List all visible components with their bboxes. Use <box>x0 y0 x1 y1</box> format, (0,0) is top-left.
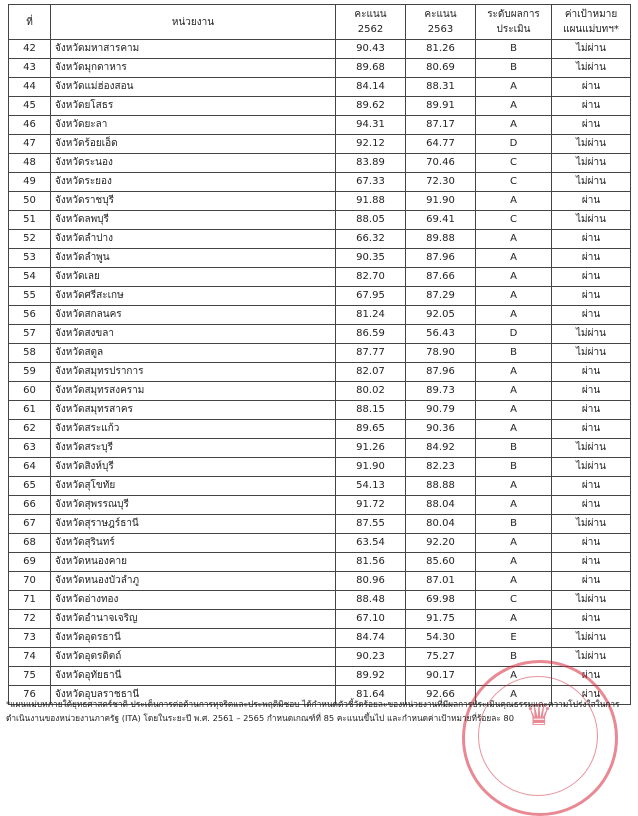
table-row <box>9 401 631 420</box>
agency-name: จังหวัดสุราษฎร์ธานี <box>51 515 336 534</box>
header-no: ที่ <box>9 5 51 40</box>
agency-name: จังหวัดสุพรรณบุรี <box>51 496 336 515</box>
assessment-level: A <box>476 572 552 591</box>
score-2563: 87.01 <box>406 572 476 591</box>
assessment-level: A <box>476 610 552 629</box>
target-result: ผ่าน <box>552 97 631 116</box>
score-2562: 66.32 <box>336 230 406 249</box>
header-agency: หน่วยงาน <box>51 5 336 40</box>
score-2563: 64.77 <box>406 135 476 154</box>
assessment-level: A <box>476 686 552 705</box>
agency-name: จังหวัดร้อยเอ็ด <box>51 135 336 154</box>
row-number: 42 <box>9 40 51 59</box>
score-2562: 87.55 <box>336 515 406 534</box>
target-result: ไม่ผ่าน <box>552 211 631 230</box>
target-result: ผ่าน <box>552 116 631 135</box>
score-2563: 82.23 <box>406 458 476 477</box>
target-result: ผ่าน <box>552 268 631 287</box>
assessment-level: A <box>476 496 552 515</box>
score-2562: 83.89 <box>336 154 406 173</box>
score-2562: 89.68 <box>336 59 406 78</box>
assessment-level: C <box>476 154 552 173</box>
target-result: ผ่าน <box>552 572 631 591</box>
score-2563: 92.20 <box>406 534 476 553</box>
table-row <box>9 192 631 211</box>
agency-name: จังหวัดสงขลา <box>51 325 336 344</box>
score-2563: 90.79 <box>406 401 476 420</box>
table-row <box>9 78 631 97</box>
score-2563: 69.41 <box>406 211 476 230</box>
table-row <box>9 420 631 439</box>
table-row <box>9 97 631 116</box>
assessment-level: A <box>476 116 552 135</box>
score-2563: 89.88 <box>406 230 476 249</box>
assessment-level: A <box>476 192 552 211</box>
agency-name: จังหวัดอุบลราชธานี <box>51 686 336 705</box>
agency-name: จังหวัดมุกดาหาร <box>51 59 336 78</box>
score-2563: 90.17 <box>406 667 476 686</box>
score-2563: 80.69 <box>406 59 476 78</box>
agency-name: จังหวัดอำนาจเจริญ <box>51 610 336 629</box>
assessment-level: A <box>476 97 552 116</box>
assessment-level: D <box>476 325 552 344</box>
agency-name: จังหวัดสมุทรปราการ <box>51 363 336 382</box>
target-result: ไม่ผ่าน <box>552 515 631 534</box>
target-result: ไม่ผ่าน <box>552 154 631 173</box>
score-2563: 75.27 <box>406 648 476 667</box>
score-2562: 67.33 <box>336 173 406 192</box>
score-2563: 78.90 <box>406 344 476 363</box>
assessment-level: B <box>476 59 552 78</box>
agency-name: จังหวัดระยอง <box>51 173 336 192</box>
score-2563: 90.36 <box>406 420 476 439</box>
score-2562: 82.07 <box>336 363 406 382</box>
score-2563: 87.29 <box>406 287 476 306</box>
target-result: ไม่ผ่าน <box>552 173 631 192</box>
target-result: ผ่าน <box>552 230 631 249</box>
target-result: ผ่าน <box>552 78 631 97</box>
row-number: 76 <box>9 686 51 705</box>
agency-name: จังหวัดมหาสารคาม <box>51 40 336 59</box>
table-row <box>9 344 631 363</box>
score-2562: 80.96 <box>336 572 406 591</box>
agency-name: จังหวัดอุตรดิตถ์ <box>51 648 336 667</box>
row-number: 43 <box>9 59 51 78</box>
agency-name: จังหวัดลพบุรี <box>51 211 336 230</box>
target-result: ผ่าน <box>552 420 631 439</box>
target-result: ผ่าน <box>552 667 631 686</box>
target-result: ผ่าน <box>552 192 631 211</box>
header-score-2562: คะแนน 2562 <box>336 5 406 40</box>
agency-name: จังหวัดเลย <box>51 268 336 287</box>
target-result: ไม่ผ่าน <box>552 59 631 78</box>
assessment-level: A <box>476 306 552 325</box>
agency-name: จังหวัดอ่างทอง <box>51 591 336 610</box>
table-row <box>9 135 631 154</box>
target-result: ไม่ผ่าน <box>552 648 631 667</box>
target-result: ผ่าน <box>552 306 631 325</box>
assessment-level: C <box>476 211 552 230</box>
score-2562: 82.70 <box>336 268 406 287</box>
score-2562: 91.26 <box>336 439 406 458</box>
table-row <box>9 515 631 534</box>
row-number: 69 <box>9 553 51 572</box>
score-2562: 91.72 <box>336 496 406 515</box>
agency-name: จังหวัดสระแก้ว <box>51 420 336 439</box>
score-2562: 89.92 <box>336 667 406 686</box>
assessment-level: A <box>476 382 552 401</box>
score-2562: 90.23 <box>336 648 406 667</box>
agency-name: จังหวัดยโสธร <box>51 97 336 116</box>
score-2562: 54.13 <box>336 477 406 496</box>
assessment-level: B <box>476 648 552 667</box>
row-number: 54 <box>9 268 51 287</box>
row-number: 68 <box>9 534 51 553</box>
assessment-level: A <box>476 420 552 439</box>
target-result: ผ่าน <box>552 610 631 629</box>
table-row <box>9 363 631 382</box>
score-2563: 91.90 <box>406 192 476 211</box>
row-number: 47 <box>9 135 51 154</box>
score-2563: 88.88 <box>406 477 476 496</box>
score-2563: 91.75 <box>406 610 476 629</box>
assessment-level: A <box>476 401 552 420</box>
score-2562: 81.64 <box>336 686 406 705</box>
row-number: 58 <box>9 344 51 363</box>
table-row <box>9 249 631 268</box>
score-2562: 81.56 <box>336 553 406 572</box>
assessment-level: A <box>476 667 552 686</box>
score-2562: 67.10 <box>336 610 406 629</box>
row-number: 56 <box>9 306 51 325</box>
assessment-level: D <box>476 135 552 154</box>
assessment-level: C <box>476 591 552 610</box>
target-result: ผ่าน <box>552 249 631 268</box>
score-2562: 81.24 <box>336 306 406 325</box>
score-2562: 88.48 <box>336 591 406 610</box>
assessment-level: A <box>476 78 552 97</box>
assessment-level: A <box>476 363 552 382</box>
table-row <box>9 211 631 230</box>
agency-name: จังหวัดลำปาง <box>51 230 336 249</box>
target-result: ผ่าน <box>552 477 631 496</box>
target-result: ไม่ผ่าน <box>552 458 631 477</box>
score-2563: 92.66 <box>406 686 476 705</box>
score-2563: 56.43 <box>406 325 476 344</box>
row-number: 45 <box>9 97 51 116</box>
target-result: ไม่ผ่าน <box>552 591 631 610</box>
table-row <box>9 59 631 78</box>
assessment-level: A <box>476 477 552 496</box>
score-2562: 92.12 <box>336 135 406 154</box>
row-number: 55 <box>9 287 51 306</box>
target-result: ผ่าน <box>552 534 631 553</box>
score-2562: 63.54 <box>336 534 406 553</box>
assessment-level: A <box>476 287 552 306</box>
agency-name: จังหวัดสุรินทร์ <box>51 534 336 553</box>
agency-name: จังหวัดสุโขทัย <box>51 477 336 496</box>
agency-name: จังหวัดสระบุรี <box>51 439 336 458</box>
row-number: 53 <box>9 249 51 268</box>
agency-name: จังหวัดแม่ฮ่องสอน <box>51 78 336 97</box>
score-2562: 88.05 <box>336 211 406 230</box>
header-masterplan-target: ค่าเป้าหมาย แผนแม่บทฯ* <box>552 5 631 40</box>
target-result: ผ่าน <box>552 401 631 420</box>
row-number: 57 <box>9 325 51 344</box>
assessment-level: C <box>476 173 552 192</box>
assessment-level: A <box>476 268 552 287</box>
score-2563: 87.96 <box>406 249 476 268</box>
target-result: ไม่ผ่าน <box>552 439 631 458</box>
score-2563: 70.46 <box>406 154 476 173</box>
row-number: 52 <box>9 230 51 249</box>
score-2562: 91.88 <box>336 192 406 211</box>
assessment-level: A <box>476 230 552 249</box>
table-row <box>9 173 631 192</box>
score-2562: 91.90 <box>336 458 406 477</box>
score-2563: 89.91 <box>406 97 476 116</box>
table-row <box>9 116 631 135</box>
table-row <box>9 306 631 325</box>
target-result: ไม่ผ่าน <box>552 135 631 154</box>
score-2562: 90.35 <box>336 249 406 268</box>
assessment-level: B <box>476 344 552 363</box>
score-2562: 89.65 <box>336 420 406 439</box>
target-result: ผ่าน <box>552 553 631 572</box>
table-row <box>9 496 631 515</box>
assessment-level: E <box>476 629 552 648</box>
target-result: ผ่าน <box>552 686 631 705</box>
table-header-row <box>9 5 631 40</box>
agency-name: จังหวัดหนองบัวลำภู <box>51 572 336 591</box>
table-row <box>9 534 631 553</box>
score-2562: 87.77 <box>336 344 406 363</box>
table-row <box>9 610 631 629</box>
row-number: 46 <box>9 116 51 135</box>
score-2563: 80.04 <box>406 515 476 534</box>
agency-name: จังหวัดหนองคาย <box>51 553 336 572</box>
score-2563: 88.04 <box>406 496 476 515</box>
agency-name: จังหวัดอุทัยธานี <box>51 667 336 686</box>
row-number: 73 <box>9 629 51 648</box>
target-result: ผ่าน <box>552 382 631 401</box>
row-number: 64 <box>9 458 51 477</box>
assessment-level: B <box>476 40 552 59</box>
table-row <box>9 458 631 477</box>
score-2563: 87.17 <box>406 116 476 135</box>
assessment-level: B <box>476 458 552 477</box>
row-number: 61 <box>9 401 51 420</box>
agency-name: จังหวัดสมุทรสงคราม <box>51 382 336 401</box>
target-result: ไม่ผ่าน <box>552 344 631 363</box>
score-2562: 94.31 <box>336 116 406 135</box>
table-row <box>9 154 631 173</box>
score-2563: 87.96 <box>406 363 476 382</box>
footnote-line-2: ดำเนินงานของหน่วยงานภาครัฐ (ITA) โดยในระยะปี พ.ศ. 2561 – 2565 กำหนดเกณฑ์ที่ 85 คะแนนขึ้นไป และกำหนดค่าเป้าหมายที่ร้อยละ 80 <box>6 713 514 723</box>
assessment-level: A <box>476 553 552 572</box>
target-result: ผ่าน <box>552 287 631 306</box>
row-number: 50 <box>9 192 51 211</box>
row-number: 63 <box>9 439 51 458</box>
table-row <box>9 439 631 458</box>
footnote-line-1: *แผนแม่บทภายใต้ยุทธศาสตร์ชาติ ประเด็นการต่อต้านการทุจริตและประพฤติมิชอบ ได้กำหนดตัวชี้วัดร้อยละของหน่วยงานที่มีผลการประเมินคุณธรรมและความโปร่งใสในการ <box>6 699 620 709</box>
assessment-level: A <box>476 249 552 268</box>
garuda-emblem-icon: ♛ <box>525 698 553 733</box>
header-assessment-level: ระดับผลการ ประเมิน <box>476 5 552 40</box>
target-result: ไม่ผ่าน <box>552 40 631 59</box>
row-number: 59 <box>9 363 51 382</box>
row-number: 62 <box>9 420 51 439</box>
table-row <box>9 572 631 591</box>
assessment-level: B <box>476 515 552 534</box>
target-result: ไม่ผ่าน <box>552 629 631 648</box>
score-2563: 72.30 <box>406 173 476 192</box>
score-2563: 89.73 <box>406 382 476 401</box>
score-2562: 90.43 <box>336 40 406 59</box>
row-number: 67 <box>9 515 51 534</box>
official-seal-inner-ring <box>478 676 598 796</box>
table-row <box>9 287 631 306</box>
score-2563: 92.05 <box>406 306 476 325</box>
agency-name: จังหวัดอุดรธานี <box>51 629 336 648</box>
row-number: 44 <box>9 78 51 97</box>
agency-name: จังหวัดสกลนคร <box>51 306 336 325</box>
row-number: 71 <box>9 591 51 610</box>
row-number: 60 <box>9 382 51 401</box>
row-number: 48 <box>9 154 51 173</box>
row-number: 66 <box>9 496 51 515</box>
ita-results-table <box>8 4 631 705</box>
agency-name: จังหวัดสตูล <box>51 344 336 363</box>
agency-name: จังหวัดราชบุรี <box>51 192 336 211</box>
target-result: ไม่ผ่าน <box>552 325 631 344</box>
score-2562: 67.95 <box>336 287 406 306</box>
assessment-level: B <box>476 439 552 458</box>
score-2563: 69.98 <box>406 591 476 610</box>
row-number: 74 <box>9 648 51 667</box>
score-2562: 86.59 <box>336 325 406 344</box>
score-2562: 84.74 <box>336 629 406 648</box>
score-2562: 80.02 <box>336 382 406 401</box>
score-2563: 87.66 <box>406 268 476 287</box>
target-result: ผ่าน <box>552 496 631 515</box>
table-row <box>9 477 631 496</box>
table-row <box>9 382 631 401</box>
agency-name: จังหวัดศรีสะเกษ <box>51 287 336 306</box>
score-2563: 54.30 <box>406 629 476 648</box>
table-row <box>9 230 631 249</box>
row-number: 65 <box>9 477 51 496</box>
agency-name: จังหวัดระนอง <box>51 154 336 173</box>
agency-name: จังหวัดยะลา <box>51 116 336 135</box>
target-result: ผ่าน <box>552 363 631 382</box>
header-score-2563: คะแนน 2563 <box>406 5 476 40</box>
agency-name: จังหวัดสมุทรสาคร <box>51 401 336 420</box>
row-number: 49 <box>9 173 51 192</box>
row-number: 51 <box>9 211 51 230</box>
score-2562: 88.15 <box>336 401 406 420</box>
score-2562: 84.14 <box>336 78 406 97</box>
table-row <box>9 591 631 610</box>
row-number: 70 <box>9 572 51 591</box>
agency-name: จังหวัดลำพูน <box>51 249 336 268</box>
score-2563: 81.26 <box>406 40 476 59</box>
table-row <box>9 553 631 572</box>
row-number: 72 <box>9 610 51 629</box>
footnote <box>6 697 634 725</box>
table-row <box>9 629 631 648</box>
table-row <box>9 325 631 344</box>
table-row <box>9 268 631 287</box>
score-2563: 84.92 <box>406 439 476 458</box>
table-row <box>9 40 631 59</box>
score-2563: 88.31 <box>406 78 476 97</box>
score-2562: 89.62 <box>336 97 406 116</box>
score-2563: 85.60 <box>406 553 476 572</box>
assessment-level: A <box>476 534 552 553</box>
row-number: 75 <box>9 667 51 686</box>
agency-name: จังหวัดสิงห์บุรี <box>51 458 336 477</box>
